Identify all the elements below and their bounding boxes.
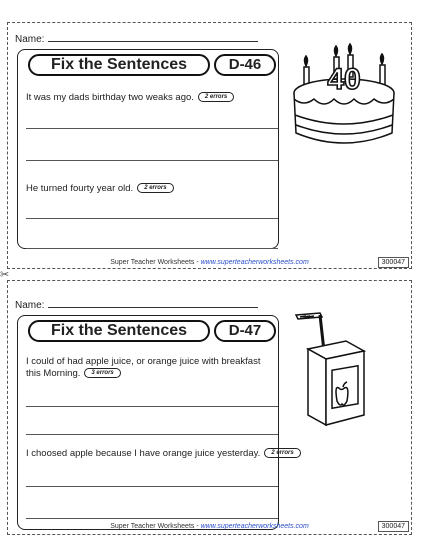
sentence-2: [26, 448, 386, 460]
worksheet-id: 300047: [378, 257, 409, 268]
sentence-panel: [17, 49, 279, 249]
footer: [8, 259, 411, 266]
sentence-text: I choosed apple because I have orange juice yesterday.: [26, 448, 261, 459]
error-count-badge: 2 errors: [198, 92, 234, 102]
sentence-text: He turned fourty year old.: [26, 183, 134, 194]
error-count-badge: 2 errors: [264, 448, 300, 458]
name-field: [15, 297, 258, 311]
answer-line[interactable]: [26, 434, 278, 435]
sentence-panel: [17, 315, 294, 530]
error-count-badge: 3 errors: [84, 368, 120, 378]
sentence-text: It was my dads birthday two weaks ago.: [26, 92, 194, 103]
sentence-text: I could of had apple juice, or orange juice with breakfast this Morning.: [26, 356, 261, 379]
footer-link[interactable]: www.superteacherworksheets.com: [200, 259, 309, 266]
name-line[interactable]: [48, 31, 258, 42]
error-count-badge: 2 errors: [137, 183, 173, 193]
birthday-cake-icon: [284, 37, 396, 155]
answer-line[interactable]: [26, 160, 278, 161]
footer-link[interactable]: www.superteacherworksheets.com: [200, 523, 309, 530]
answer-line[interactable]: [26, 218, 278, 219]
footer-source: Super Teacher Worksheets -: [110, 259, 201, 266]
worksheet-title: Fix the Sentences: [28, 54, 210, 76]
name-label: Name:: [15, 300, 45, 311]
answer-line[interactable]: [26, 486, 278, 487]
name-field: [15, 31, 258, 45]
sentence-1: [26, 356, 266, 380]
footer-source: Super Teacher Worksheets -: [110, 523, 201, 530]
worksheet-code: D-47: [214, 320, 276, 342]
scissors-icon: ✂: [0, 269, 10, 281]
answer-line[interactable]: [26, 248, 278, 249]
answer-line[interactable]: [26, 406, 278, 407]
worksheet-card-d46: [7, 22, 412, 269]
name-label: Name:: [15, 34, 45, 45]
juice-box-icon: [294, 311, 374, 427]
worksheet-id: 300047: [378, 521, 409, 532]
sentence-1: [26, 92, 234, 104]
name-line[interactable]: [48, 297, 258, 308]
worksheet-code: D-46: [214, 54, 276, 76]
answer-line[interactable]: [26, 518, 278, 519]
worksheet-card-d47: [7, 280, 412, 535]
worksheet-title: Fix the Sentences: [28, 320, 210, 342]
cake-number-text: 40: [327, 63, 361, 96]
footer: [8, 523, 411, 530]
answer-line[interactable]: [26, 128, 278, 129]
sentence-2: [26, 183, 174, 195]
